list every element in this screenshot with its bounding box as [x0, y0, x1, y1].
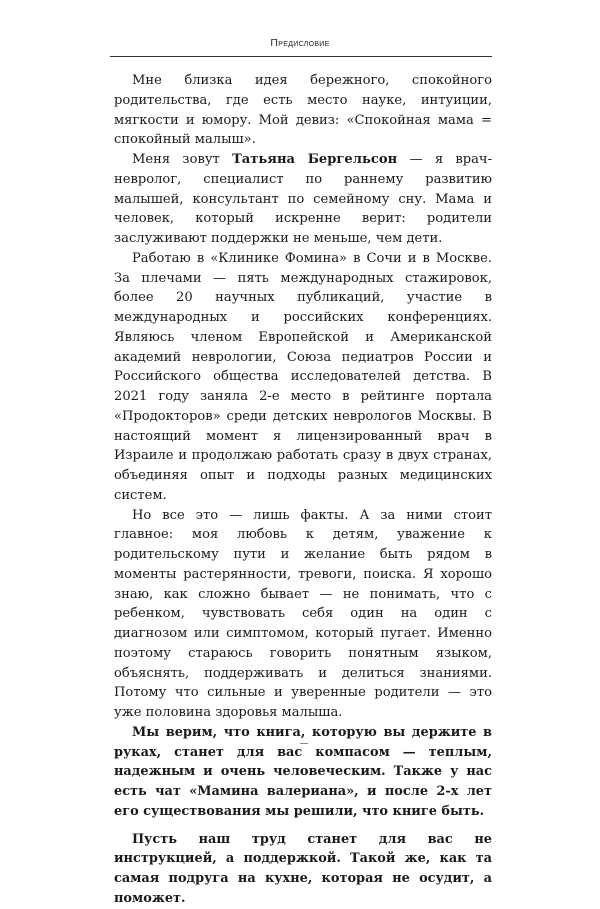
paragraph-experience: Работаю в «Клинике Фомина» в Сочи и в Москве. За плечами — пять международных стажировок, более 20 научных публикаций, участие в международных и российских конференциях. Являюсь членом Европейской и Американской академий неврологии, Союза педиатров России и Российского общества исследователей детства. В 2021 году заняла 2-е место в рейтинге портала «Продокторов» среди детских неврологов Москвы. В настоящий момент я лицензированный врач в Израиле и продолжаю работать сразу в двух странах, объединяя опыт и подходы разных медицинских систем. [114, 250, 492, 503]
paragraph-values: Но все это — лишь факты. А за ними стоит главное: моя любовь к детям, уважение к родительскому пути и желание быть рядом в моменты растерянности, тревоги, поиска. Я хорошо знаю, как сложно бывает — не понимать, что с ребенком, чувствовать себя один на один с диагнозом или симптомом, который пугает. Именно поэтому стараюсь говорить понятным языком, объяснять, поддерживать и делиться знаниями. Потому что сильные и уверенные родители — это уже половина здоровья малыша. [114, 507, 492, 720]
page-bottom-mark [300, 743, 308, 748]
author-name: Татьяна Бергельсон [232, 152, 398, 167]
intro-text-after: — я врач-невролог, специалист по раннему развитию малышей, консультант по семейному сну. Мама и человек, который искренне верит: родители заслуживают поддержки не меньше, чем дети. [114, 152, 493, 246]
paragraph-motto: Мне близка идея бережного, спокойного родительства, где есть место науке, интуиции, мягкости и юмору. Мой девиз: «Спокойная мама = спокойный малыш». [114, 73, 492, 148]
paragraph-closing: Пусть наш труд станет для вас не инструкцией, а поддержкой. Такой же, как та самая подруга на кухне, которая не осудит, а поможет. [114, 831, 492, 906]
paragraph-introduction [114, 150, 492, 249]
header-rule [110, 56, 492, 57]
intro-text-before: Меня зовут [132, 152, 233, 167]
paragraph-book-purpose: Мы верим, что книга, которую вы держите в руках, станет для вас компасом — теплым, надежным и очень человеческим. Также у нас есть чат «Мамина валериана», и после 2-х лет его существования мы решили, что книге быть. [114, 724, 492, 819]
body-text [114, 71, 492, 909]
running-head-title: Предисловие [270, 37, 330, 49]
